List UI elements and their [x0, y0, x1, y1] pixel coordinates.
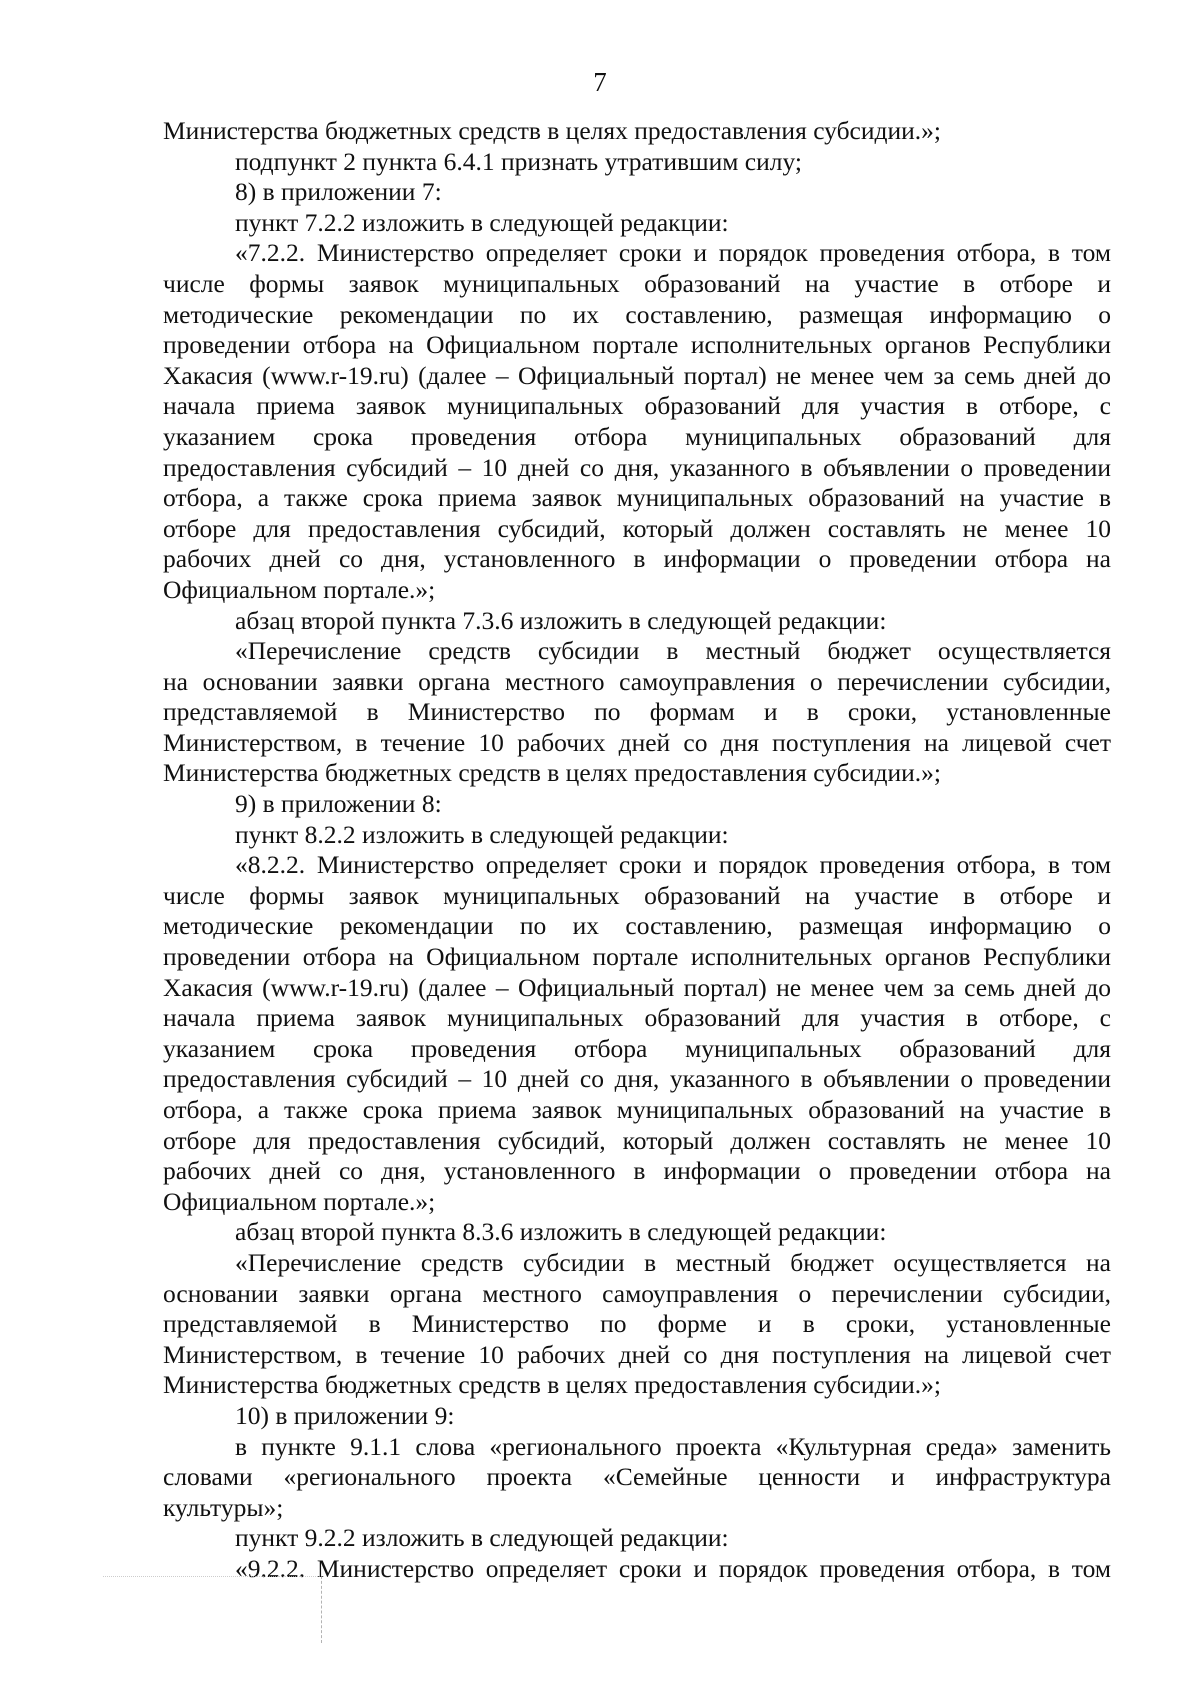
text-line: предоставления субсидий – 10 дней со дня, указанного в объявлении о проведении: [163, 452, 1111, 482]
text-line: методические рекомендации по их составлению, размещая информацию о: [163, 911, 1111, 941]
text-line: Официальном портале.»;: [163, 1186, 436, 1216]
text-line: отборе для предоставления субсидий, который должен составлять не менее 10: [163, 513, 1111, 543]
text-line: культуры»;: [163, 1492, 284, 1522]
text-line: отбора, а также срока приема заявок муниципальных образований на участие в: [163, 483, 1111, 513]
text-line: начала приема заявок муниципальных образований для участия в отборе, с: [163, 391, 1111, 421]
text-line: Хакасия (www.r-19.ru) (далее – Официальный портал) не менее чем за семь дней до: [163, 360, 1111, 390]
text-line: абзац второй пункта 8.3.6 изложить в следующей редакции:: [235, 1217, 887, 1247]
text-line: 10) в приложении 9:: [235, 1400, 455, 1430]
text-line: «Перечисление средств субсидии в местный бюджет осуществляется на: [235, 1247, 1111, 1277]
text-line: представляемой в Министерство по формам и в сроки, установленные: [163, 697, 1111, 727]
text-line: пункт 8.2.2 изложить в следующей редакции:: [235, 819, 729, 849]
text-line: «9.2.2. Министерство определяет сроки и порядок проведения отбора, в том: [235, 1553, 1111, 1583]
text-line: предоставления субсидий – 10 дней со дня, указанного в объявлении о проведении: [163, 1064, 1111, 1094]
text-line: Министерства бюджетных средств в целях предоставления субсидии.»;: [163, 758, 941, 788]
text-line: на основании заявки органа местного самоуправления о перечислении субсидии,: [163, 666, 1111, 696]
text-line: словами «регионального проекта «Семейные ценности и инфраструктура: [163, 1462, 1111, 1492]
text-line: отбора, а также срока приема заявок муниципальных образований на участие в: [163, 1095, 1111, 1124]
text-line: пункт 7.2.2 изложить в следующей редакции:: [235, 207, 729, 237]
text-line: Министерства бюджетных средств в целях предоставления субсидии.»;: [163, 116, 941, 145]
text-line: проведении отбора на Официальном портале исполнительных органов Республики: [163, 942, 1111, 972]
text-line: Министерством, в течение 10 рабочих дней со дня поступления на лицевой счет: [163, 727, 1111, 757]
text-line: основании заявки органа местного самоуправления о перечислении субсидии,: [163, 1278, 1111, 1308]
text-line: «8.2.2. Министерство определяет сроки и порядок проведения отбора, в том: [235, 850, 1111, 880]
text-line: представляемой в Министерство по форме и в сроки, установленные: [163, 1309, 1111, 1339]
text-line: пункт 9.2.2 изложить в следующей редакции:: [235, 1523, 729, 1553]
text-line: Официальном портале.»;: [163, 574, 436, 604]
document-body: [163, 116, 1111, 1585]
text-line: числе формы заявок муниципальных образований на участие в отборе и: [163, 880, 1111, 910]
text-line: методические рекомендации по их составлению, размещая информацию о: [163, 299, 1111, 329]
text-line: 9) в приложении 8:: [235, 789, 442, 819]
copy-certification-stamp: [103, 1576, 322, 1643]
text-line: «7.2.2. Министерство определяет сроки и порядок проведения отбора, в том: [235, 238, 1111, 268]
text-line: абзац второй пункта 7.3.6 изложить в следующей редакции:: [235, 605, 887, 635]
text-line: Хакасия (www.r-19.ru) (далее – Официальный портал) не менее чем за семь дней до: [163, 972, 1111, 1002]
text-line: рабочих дней со дня, установленного в информации о проведении отбора на: [163, 544, 1111, 574]
text-line: Министерством, в течение 10 рабочих дней со дня поступления на лицевой счет: [163, 1339, 1111, 1369]
text-line: числе формы заявок муниципальных образований на участие в отборе и: [163, 268, 1111, 298]
text-line: проведении отбора на Официальном портале исполнительных органов Республики: [163, 330, 1111, 360]
text-line: указанием срока проведения отбора муниципальных образований для: [163, 421, 1111, 451]
text-line: «Перечисление средств субсидии в местный бюджет осуществляется: [235, 636, 1111, 666]
text-line: 8) в приложении 7:: [235, 177, 442, 207]
text-line: начала приема заявок муниципальных образований для участия в отборе, с: [163, 1003, 1111, 1033]
text-line: в пункте 9.1.1 слова «регионального проекта «Культурная среда» заменить: [235, 1431, 1111, 1461]
page-number: 7: [593, 67, 607, 97]
text-line: подпункт 2 пункта 6.4.1 признать утратившим силу;: [235, 146, 802, 176]
text-line: отборе для предоставления субсидий, который должен составлять не менее 10: [163, 1125, 1111, 1155]
text-line: рабочих дней со дня, установленного в информации о проведении отбора на: [163, 1156, 1111, 1186]
text-line: Министерства бюджетных средств в целях предоставления субсидии.»;: [163, 1370, 941, 1400]
text-line: указанием срока проведения отбора муниципальных образований для: [163, 1033, 1111, 1063]
